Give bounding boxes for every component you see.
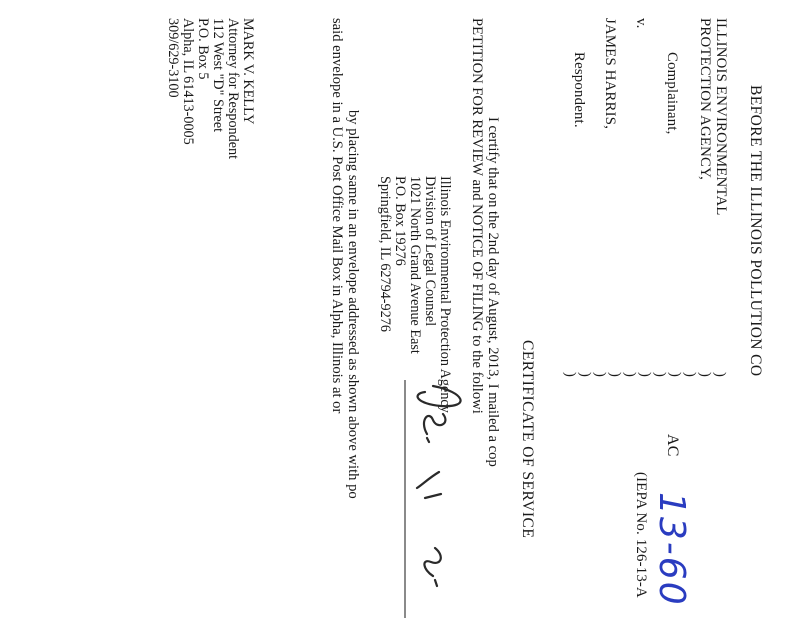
recipient-line: Illinois Environmental Protection Agency — [437, 176, 453, 413]
respondent-role: Respondent. — [571, 52, 587, 128]
closing-line-1: by placing same in an envelope addressed as shown above with po — [345, 110, 361, 499]
complainant-name-line1: ILLINOIS ENVIRONMENTAL — [713, 18, 729, 216]
caption-bracket: ) — [682, 372, 698, 377]
attorney-line: Attorney for Respondent — [225, 18, 241, 160]
attorney-line: 309/629-3100 — [165, 18, 181, 98]
attorney-line: 112 West "D" Street — [210, 18, 226, 133]
attorney-line: P.O. Box 5 — [195, 18, 211, 80]
caption-bracket: ) — [637, 372, 653, 377]
complainant-role: Complainant, — [664, 52, 680, 135]
caption-bracket: ) — [622, 372, 638, 377]
respondent-name: JAMES HARRIS, — [602, 18, 618, 130]
body-line-1: I certify that on the 2nd day of August, 2013, I mailed a cop — [485, 117, 501, 467]
recipient-line: 1021 North Grand Avenue East — [407, 176, 423, 354]
recipient-line: Division of Legal Counsel — [422, 176, 438, 327]
recipient-line: Springfield, IL 62794-9276 — [377, 176, 393, 332]
caption-bracket: ) — [667, 372, 683, 377]
caption-bracket: ) — [562, 372, 578, 377]
caption-bracket: ) — [592, 372, 608, 377]
caption-bracket: ) — [607, 372, 623, 377]
court-header: BEFORE THE ILLINOIS POLLUTION CO — [747, 85, 764, 377]
complainant-name-line2: PROTECTION AGENCY, — [697, 18, 713, 180]
case-number-label: AC — [664, 434, 681, 457]
recipient-line: P.O. Box 19276 — [392, 176, 408, 266]
attorney-line: Alpha, IL 61413-0005 — [180, 18, 196, 145]
caption-bracket: ) — [697, 372, 713, 377]
caption-bracket: ) — [577, 372, 593, 377]
handwritten-case-number: 13-60 — [651, 492, 692, 607]
certificate-title: CERTIFICATE OF SERVICE — [519, 340, 536, 539]
versus-label: v. — [633, 18, 649, 29]
body-line-2: PETITION FOR REVIEW and NOTICE OF FILING to the followi — [469, 18, 485, 414]
signature-scribble — [400, 380, 475, 618]
caption-bracket: ) — [712, 372, 728, 377]
caption-bracket: ) — [652, 372, 668, 377]
iepa-number: (IEPA No. 126-13-A — [633, 472, 649, 598]
closing-line-2: said envelope in a U.S. Post Office Mail Box in Alpha, Illinois at or — [329, 18, 345, 414]
attorney-line: MARK V. KELLY — [240, 18, 256, 125]
